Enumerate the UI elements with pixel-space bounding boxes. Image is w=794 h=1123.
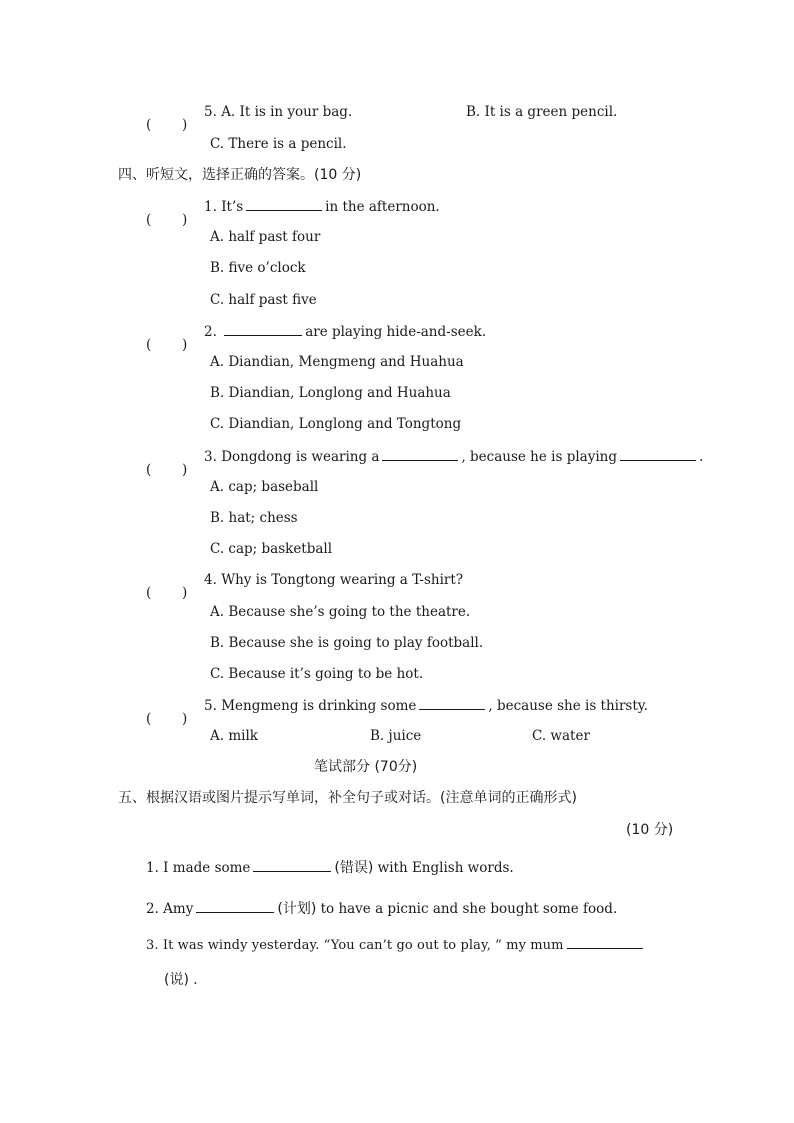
paren-open: ( (146, 462, 152, 478)
s4-q5-option-a: A. milk (210, 728, 258, 744)
answer-blank[interactable] (246, 197, 322, 211)
s4-q2-option-b: B. Diandian, Longlong and Huahua (210, 385, 451, 401)
section5-heading: 五、根据汉语或图片提示写单词，补全句子或对话。(注意单词的正确形式) (118, 790, 577, 806)
stem-text: Why is Tongtong wearing a T-shirt? (221, 572, 464, 588)
question-number: 2. (204, 324, 217, 340)
option-a: A. It is in your bag. (221, 104, 353, 120)
option-b: B. It is a green pencil. (466, 104, 618, 120)
paren-close: ) (182, 212, 188, 228)
s4-q4-option-b: B. Because she is going to play football. (210, 635, 484, 651)
stem-text: Mengmeng is drinking some (221, 698, 417, 714)
s4-question-5 (146, 696, 648, 727)
s4-q5-option-b: B. juice (370, 728, 422, 744)
s4-q2-option-c: C. Diandian, Longlong and Tongtong (210, 416, 462, 432)
paren-close: ) (182, 585, 188, 601)
answer-blank[interactable] (567, 935, 643, 949)
paren-open: ( (146, 585, 152, 601)
option-c: C. There is a pencil. (210, 136, 347, 152)
stem-text: Dongdong is wearing a (221, 449, 380, 465)
item-text: 1. I made some (146, 860, 251, 876)
answer-blank[interactable] (419, 696, 485, 710)
s4-q4-option-c: C. Because it’s going to be hot. (210, 666, 424, 682)
stem-text: are playing hide-and-seek. (305, 324, 487, 340)
s4-q3-option-a: A. cap; baseball (210, 479, 319, 495)
answer-blank[interactable] (224, 322, 302, 336)
stem-text: , because she is thirsty. (488, 698, 648, 714)
answer-blank[interactable] (196, 899, 274, 913)
s4-q1-option-c: C. half past five (210, 292, 317, 308)
paren-close: ) (182, 711, 188, 727)
s4-q5-option-c: C. water (532, 728, 590, 744)
item-text: with English words. (377, 860, 514, 876)
chinese-hint: (说) (164, 972, 189, 988)
question-number: 5. (204, 104, 217, 120)
top-question-5 (146, 103, 353, 133)
s4-q2-option-a: A. Diandian, Mengmeng and Huahua (210, 354, 464, 370)
chinese-hint: (错误) (334, 860, 374, 876)
item-text: . (193, 972, 198, 988)
question-number: 1. (204, 199, 217, 215)
paren-open: ( (146, 337, 152, 353)
item-text: 2. Amy (146, 901, 194, 917)
written-part-title: 笔试部分 (70分) (314, 759, 418, 775)
paren-close: ) (182, 462, 188, 478)
s4-q4-option-a: A. Because she’s going to the theatre. (210, 604, 471, 620)
stem-text: It’s (221, 199, 244, 215)
paren-close: ) (182, 117, 188, 133)
section4-heading: 四、听短文，选择正确的答案。(10 分) (118, 167, 362, 183)
section5-score: (10 分) (626, 822, 674, 838)
item-text: to have a picnic and she bought some food. (320, 901, 618, 917)
answer-blank[interactable] (382, 447, 458, 461)
chinese-hint: (计划) (277, 901, 317, 917)
s4-question-3 (146, 447, 704, 478)
paren-open: ( (146, 711, 152, 727)
s5-item-2 (146, 899, 617, 918)
stem-text: , because he is playing (461, 449, 617, 465)
s4-question-4 (146, 571, 464, 601)
question-number: 5. (204, 698, 217, 714)
answer-blank[interactable] (620, 447, 696, 461)
s4-question-1 (146, 197, 440, 228)
stem-text: . (698, 449, 704, 465)
s4-question-2 (146, 322, 487, 353)
s4-q3-option-c: C. cap; basketball (210, 541, 333, 557)
s5-item-3-cont (164, 971, 198, 989)
question-number: 4. (204, 572, 217, 588)
item-text: 3. It was windy yesterday. “You can’t go out to play, ” my mum (146, 938, 564, 953)
answer-blank[interactable] (253, 858, 331, 872)
s5-item-3 (146, 935, 646, 955)
paren-open: ( (146, 117, 152, 133)
s4-q3-option-b: B. hat; chess (210, 510, 298, 526)
paren-close: ) (182, 337, 188, 353)
paren-open: ( (146, 212, 152, 228)
s4-q1-option-b: B. five o’clock (210, 260, 306, 276)
question-number: 3. (204, 449, 217, 465)
s4-q1-option-a: A. half past four (210, 229, 321, 245)
stem-text: in the afternoon. (325, 199, 440, 215)
s5-item-1 (146, 858, 514, 877)
